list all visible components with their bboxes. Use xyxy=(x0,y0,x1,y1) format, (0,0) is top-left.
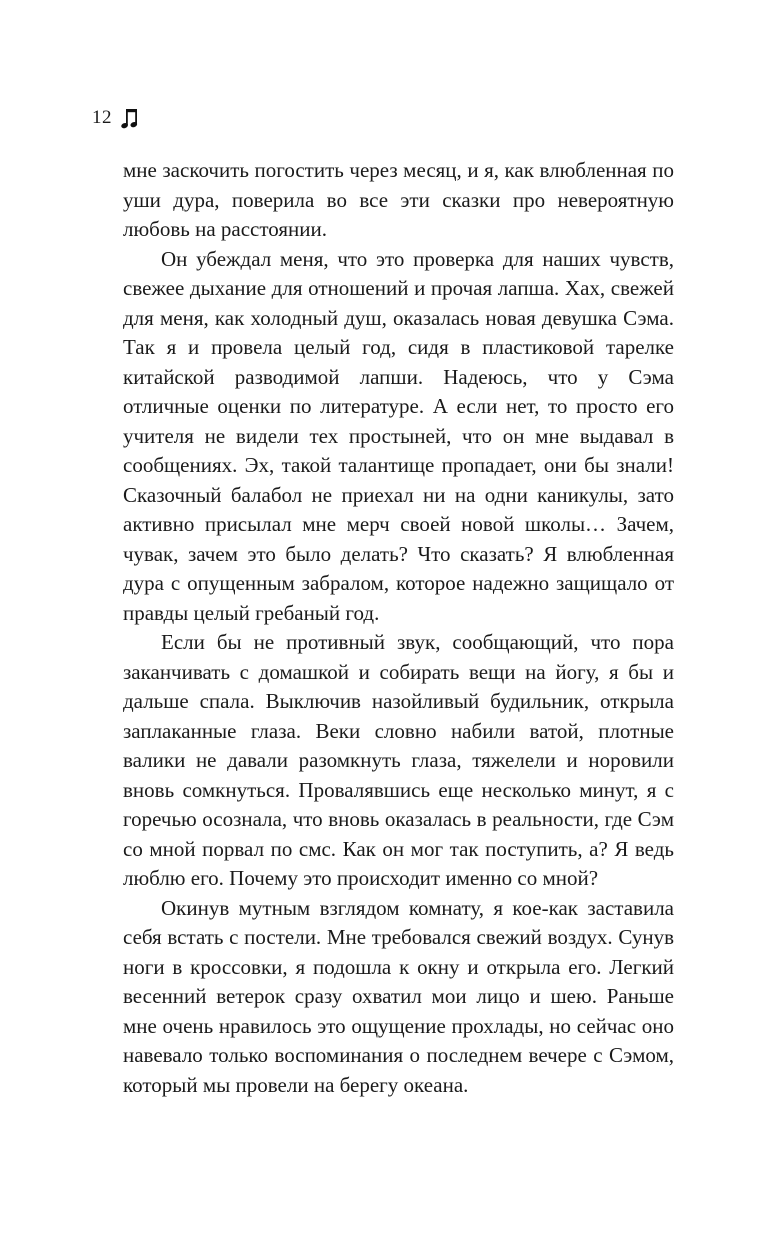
running-header xyxy=(92,104,139,132)
page-number: 12 xyxy=(92,107,112,128)
paragraph-2: Он убеждал меня, что это проверка для наших чувств, свежее дыхание для отношений и прочая лапша. Хах, свежей для меня, как холодный душ, оказалась новая девушка Сэма. Так я и провела целый год, сидя в пластиковой тарелке китайской разводимой лапши. Надеюсь, что у Сэма отличные оценки по литературе. А если нет, то просто его учителя не видели тех простыней, что он мне выдавал в сообщениях. Эх, такой талантище пропадает, они бы знали! Сказочный балабол не приехал ни на одни каникулы, зато активно присылал мне мерч своей новой школы… Зачем, чувак, зачем это было делать? Что сказать? Я влюбленная дура с опущенным забралом, которое надежно защищало от правды целый гребаный год. xyxy=(123,246,674,625)
body-text xyxy=(123,156,674,1100)
music-note-icon xyxy=(121,106,139,130)
paragraph-4: Окинув мутным взглядом комнату, я кое-как заставила себя встать с постели. Мне требовался свежий воздух. Сунув ноги в кроссовки, я подошла к окну и открыла его. Легкий весенний ветерок сразу охватил мои лицо и шею. Раньше мне очень нравилось это ощущение прохлады, но сейчас оно навевало только воспоминания о последнем вечере с Сэмом, который мы провели на берегу океана. xyxy=(123,895,674,1097)
paragraph-3: Если бы не противный звук, сообщающий, что пора заканчивать с домашкой и собирать вещи на йогу, я бы и дальше спала. Выключив назойливый будильник, открыла заплаканные глаза. Веки словно набили ватой, плотные валики не давали разомкнуть глаза, тяжелели и норовили вновь сомкнуться. Провалявшись еще несколько минут, я с горечью осознала, что вновь оказалась в реальности, где Сэм со мной порвал по смс. Как он мог так поступить, а? Я ведь люблю его. Почему это происходит именно со мной? xyxy=(123,630,674,890)
paragraph-1: мне заскочить погостить через месяц, и я, как влюбленная по уши дура, поверила во все эти сказки про невероятную любовь на расстоянии. xyxy=(123,158,674,241)
